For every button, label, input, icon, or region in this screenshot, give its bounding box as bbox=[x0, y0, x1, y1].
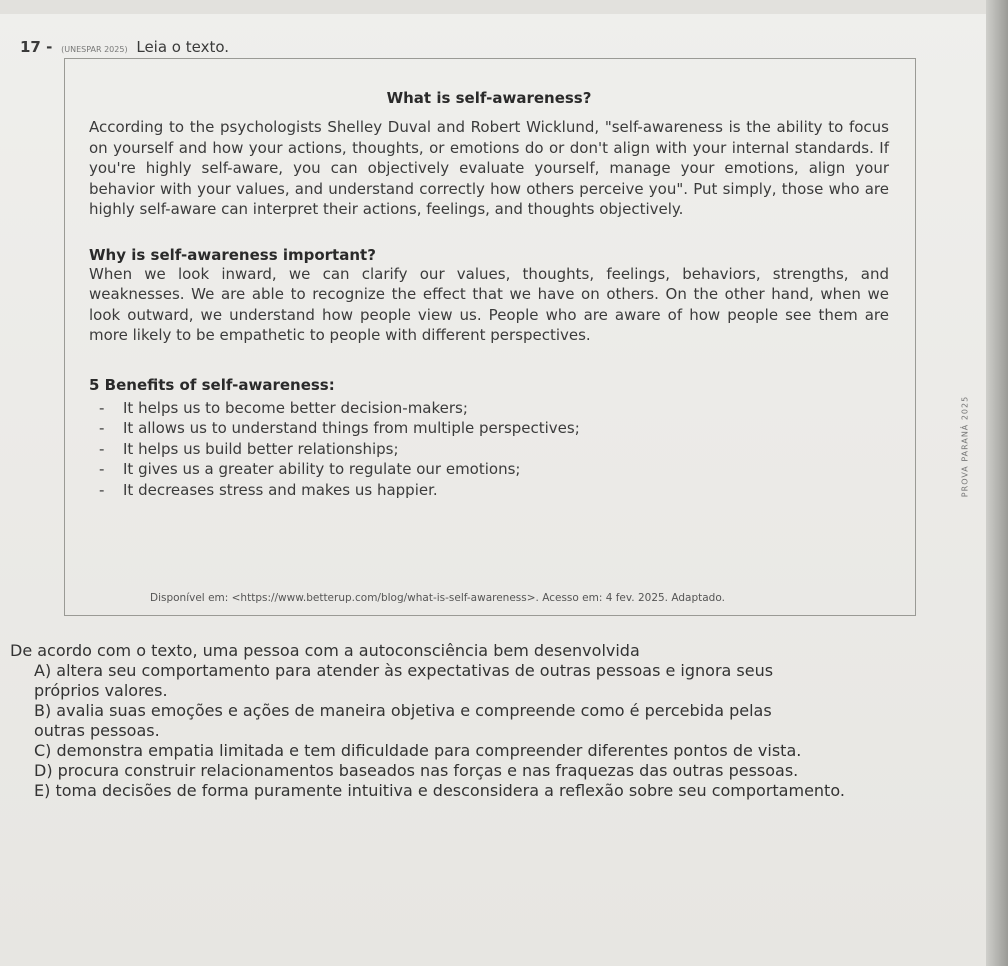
top-strip bbox=[0, 0, 988, 14]
source-citation: Disponível em: <https://www.betterup.com/blog/what-is-self-awareness>. Acesso em: 4 fev. 2025. Adaptado. bbox=[150, 592, 725, 604]
instruction: Leia o texto. bbox=[136, 38, 230, 56]
benefits-heading: 5 Benefits of self-awareness: bbox=[89, 375, 335, 394]
side-label-text: PROVA PARANÁ 2025 bbox=[960, 395, 970, 498]
benefit-text: It helps us build better relationships; bbox=[123, 439, 399, 458]
list-item: - It gives us a greater ability to regulate our emotions; bbox=[99, 460, 521, 478]
benefit-text: It helps us to become better decision-makers; bbox=[123, 398, 468, 417]
option-e[interactable]: E) toma decisões de forma puramente intuitiva e desconsidera a reflexão sobre seu comportamento. bbox=[34, 781, 845, 800]
list-item: - It helps us build better relationships; bbox=[99, 439, 399, 458]
option-b[interactable]: B) avalia suas emoções e ações de maneira objetiva e compreende como é percebida pelas bbox=[34, 701, 772, 720]
option-d[interactable]: D) procura construir relacionamentos baseados nas forças e nas fraquezas das outras pessoas. bbox=[34, 761, 799, 780]
option-c[interactable]: C) demonstra empatia limitada e tem dificuldade para compreender diferentes pontos de vista. bbox=[34, 741, 802, 760]
list-item: - It decreases stress and makes us happier. bbox=[99, 480, 438, 499]
question-block bbox=[10, 640, 985, 801]
text-paragraph-2: When we look inward, we can clarify our values, thoughts, feelings, behaviors, strengths, and weaknesses. We are able to recognize the effect that we have on others. On the other hand, when we look outward, we understand how people view us. People who are aware of how people see them are more likely to be empathetic to people with different perspectives. bbox=[89, 264, 889, 344]
question-number: 17 - bbox=[20, 38, 53, 56]
text-paragraph-1: According to the psychologists Shelley Duval and Robert Wicklund, "self-awareness is the ability to focus on yourself and how your actions, thoughts, or emotions do or don't align with your internal standards. If you're highly self-aware, you can objectively evaluate yourself, manage your emotions, align your behavior with your values, and understand correctly how others perceive you". Put simply, those who are highly self-aware can interpret their actions, feelings, and thoughts objectively. bbox=[89, 118, 889, 218]
side-label bbox=[955, 380, 975, 520]
question-stem: De acordo com o texto, uma pessoa com a autoconsciência bem desenvolvida bbox=[10, 641, 640, 660]
option-a[interactable]: A) altera seu comportamento para atender às expectativas de outras pessoas e ignora seus bbox=[34, 661, 774, 680]
benefit-text: It gives us a greater ability to regulate our emotions; bbox=[123, 460, 521, 478]
text-title: What is self-awareness? bbox=[386, 89, 592, 107]
reading-text bbox=[89, 89, 889, 500]
question-source: (UNESPAR 2025) bbox=[61, 45, 128, 54]
option-a-continuation: próprios valores. bbox=[34, 681, 168, 700]
benefit-text: It allows us to understand things from multiple perspectives; bbox=[123, 419, 580, 437]
list-item: - It allows us to understand things from multiple perspectives; bbox=[99, 419, 580, 437]
benefit-text: It decreases stress and makes us happier. bbox=[123, 480, 438, 499]
list-item: - It helps us to become better decision-makers; bbox=[99, 398, 468, 417]
text-subheading: Why is self-awareness important? bbox=[89, 245, 376, 264]
option-b-continuation: outras pessoas. bbox=[34, 721, 160, 740]
page-edge-shadow bbox=[986, 0, 1008, 966]
question-header bbox=[20, 38, 229, 56]
benefits-list bbox=[89, 398, 889, 501]
reading-text-box bbox=[64, 58, 916, 616]
